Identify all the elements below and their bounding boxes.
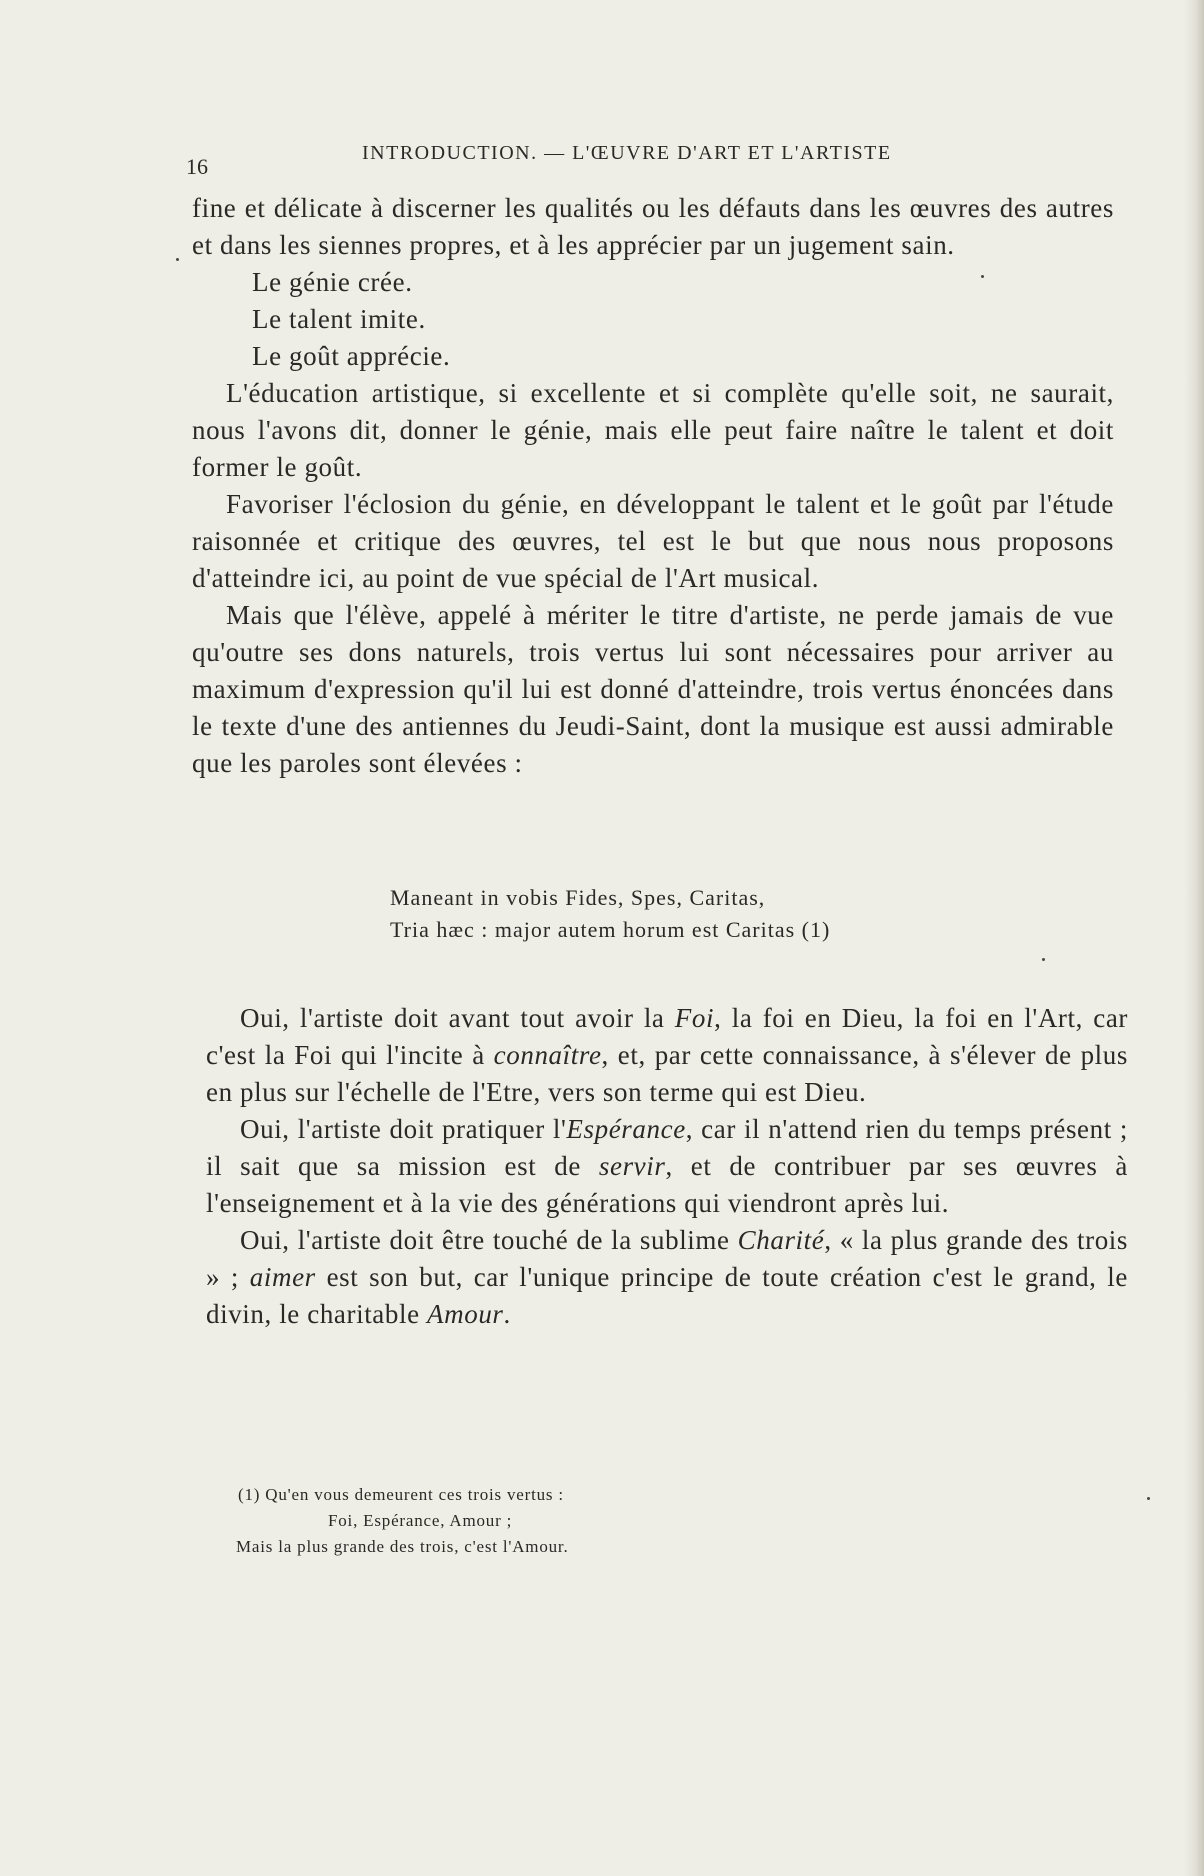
italic-esperance: Espérance [566, 1114, 686, 1144]
main-text-upper [192, 190, 1114, 782]
paragraph-purpose: Favoriser l'éclosion du génie, en développant le talent et le goût par l'étude raisonnée et critique des œuvres, tel est le but que nous nous proposons d'atteindre ici, au point de vue spécial de l'Art musical. [192, 489, 1114, 593]
print-speck [176, 258, 179, 261]
print-speck [981, 275, 984, 278]
paragraph-charity: Oui, l'artiste doit être touché de la sublime Charité, « la plus grande des trois » ; aimer est son but, car l'unique principe de toute création c'est le grand, le divin, le charitable Amour. [206, 1225, 1128, 1329]
quote-line-1: Maneant in vobis Fides, Spes, Caritas, [390, 885, 766, 910]
latin-quote [390, 882, 830, 946]
footnote-line-1: (1) Qu'en vous demeurent ces trois vertus : [238, 1485, 564, 1504]
quote-line-2: Tria hæc : major autem horum est Caritas (1) [390, 917, 831, 942]
footnote-line-3: Mais la plus grande des trois, c'est l'Amour. [236, 1537, 569, 1556]
paragraph-continuation: fine et délicate à discerner les qualités ou les défauts dans les œuvres des autres et dans les siennes propres, et à les apprécier par un jugement sain. [192, 193, 1114, 260]
italic-foi: Foi [674, 1003, 715, 1033]
paragraph-faith: Oui, l'artiste doit avant tout avoir la Foi, la foi en Dieu, la foi en l'Art, car c'est la Foi qui l'incite à connaître, et, par cette connaissance, à s'élever de plus en plus sur l'échelle de l'Etre, vers son terme qui est Dieu. [206, 1003, 1128, 1107]
print-speck [1147, 1497, 1150, 1500]
italic-charite: Charité [737, 1225, 825, 1255]
paragraph-three-virtues: Mais que l'élève, appelé à mériter le titre d'artiste, ne perde jamais de vue qu'outre ses dons naturels, trois vertus lui sont nécessaires pour arriver au maximum d'expression qu'il lui est donné d'atteindre, trois vertus énoncées dans le texte d'une des antiennes du Jeudi-Saint, dont la musique est aussi admirable que les paroles sont élevées : [192, 600, 1114, 778]
footnote [238, 1482, 569, 1560]
italic-amour: Amour [427, 1299, 504, 1329]
aphorism-genius: Le génie crée. [252, 267, 413, 297]
page-header [186, 138, 938, 178]
paragraph-education: L'éducation artistique, si excellente et si complète qu'elle soit, ne saurait, nous l'avons dit, donner le génie, mais elle peut faire naître le talent et doit former le goût. [192, 378, 1114, 482]
italic-aimer: aimer [249, 1262, 316, 1292]
aphorism-talent: Le talent imite. [252, 304, 426, 334]
italic-connaitre: connaître [493, 1040, 602, 1070]
running-title: INTRODUCTION. — L'ŒUVRE D'ART ET L'ARTISTE [362, 142, 892, 164]
italic-servir: servir [598, 1151, 666, 1181]
page-edge-shadow [1184, 0, 1204, 1876]
paragraph-hope: Oui, l'artiste doit pratiquer l'Espérance, car il n'attend rien du temps présent ; il sait que sa mission est de servir, et de contribuer par ses œuvres à l'enseignement et à la vie des générations qui viendront après lui. [206, 1114, 1128, 1218]
footnote-line-2: Foi, Espérance, Amour ; [328, 1511, 513, 1530]
print-speck [1042, 958, 1045, 961]
aphorism-taste: Le goût apprécie. [252, 341, 451, 371]
main-text-lower [206, 1000, 1128, 1333]
page-number: 16 [186, 154, 208, 179]
